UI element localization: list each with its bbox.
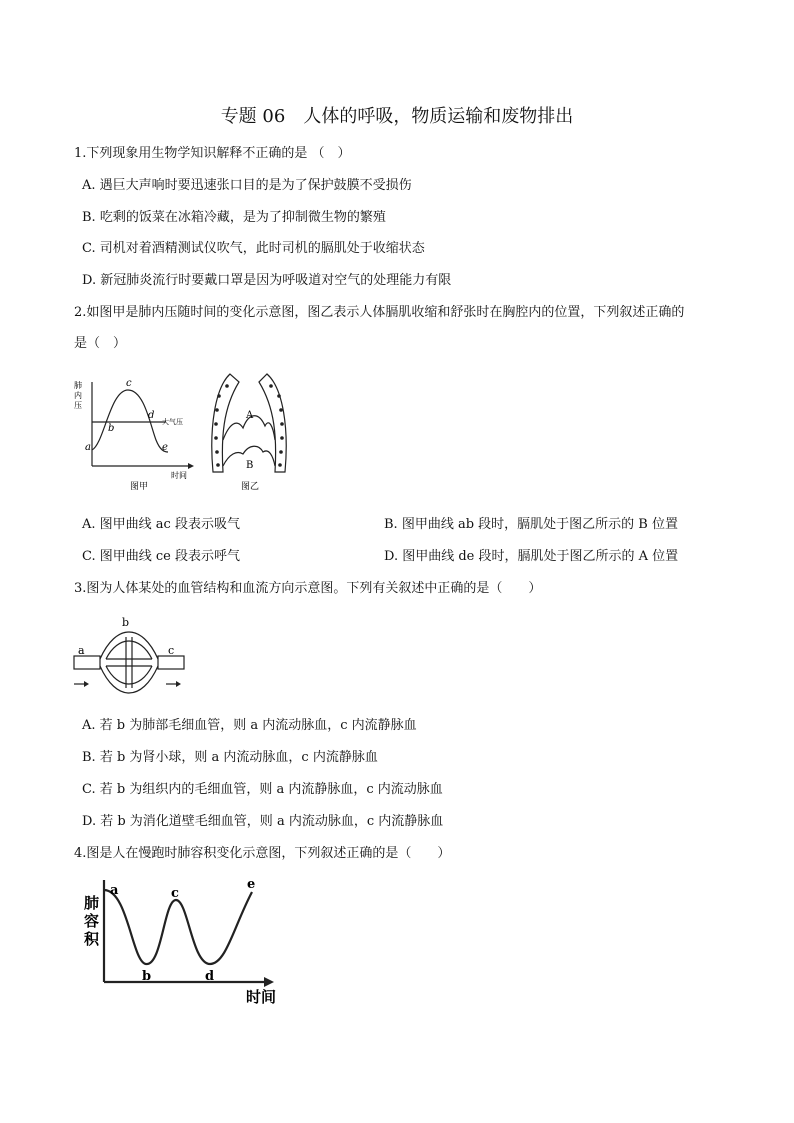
lv-x-arrow (264, 977, 274, 987)
jia-point-c: c (126, 378, 132, 389)
jia-pressure-curve (92, 390, 168, 452)
figure-blood-vessel (72, 613, 187, 693)
jia-point-d: d (148, 410, 155, 421)
q1-option-c: C. 司机对着酒精测试仪吹气，此时司机的膈肌处于收缩状态 (82, 241, 425, 256)
q2-stem-line2: 是（ ） (74, 336, 127, 351)
lv-xlabel: 时间 (246, 988, 277, 1006)
vessel-label-c: c (168, 644, 175, 657)
flow-arrow-in (84, 681, 89, 687)
q1-option-b: B. 吃剩的饭菜在冰箱冷藏，是为了抑制微生物的繁殖 (82, 210, 386, 225)
q2-option-a: A. 图甲曲线 ac 段表示吸气 (82, 517, 240, 532)
lv-ylabel-1: 肺 (84, 894, 100, 912)
jia-ylabel-1: 肺 (74, 381, 82, 390)
q3-option-a: A. 若 b 为肺部毛细血管，则 a 内流动脉血，c 内流静脉血 (82, 718, 417, 733)
jia-point-e: e (162, 442, 168, 453)
vessel-b-inner-top (106, 641, 152, 659)
q4-stem: 4.图是人在慢跑时肺容积变化示意图，下列叙述正确的是（ ） (74, 846, 451, 861)
q3-option-b: B. 若 b 为肾小球，则 a 内流动脉血，c 内流静脉血 (82, 750, 378, 765)
yi-label-a: A (246, 410, 254, 421)
yi-caption: 图乙 (241, 482, 260, 492)
q3-option-d: D. 若 b 为消化道壁毛细血管，则 a 内流动脉血，c 内流静脉血 (82, 814, 444, 829)
vessel-c (158, 656, 184, 669)
vessel-label-a: a (78, 644, 85, 657)
q2-stem-line1: 2.如图甲是肺内压随时间的变化示意图，图乙表示人体膈肌收缩和舒张时在胸腔内的位置，下列叙述正确的 (74, 305, 685, 320)
vessel-b-inner-bottom (106, 666, 152, 684)
q1-option-a: A. 遇巨大声响时要迅速张口目的是为了保护鼓膜不受损伤 (82, 178, 412, 193)
q3-stem: 3.图为人体某处的血管结构和血流方向示意图。下列有关叙述中正确的是（ ） (74, 581, 542, 596)
lv-ylabel-2: 容 (84, 912, 100, 930)
lv-point-a: a (110, 883, 119, 898)
figure-yi-diaphragm (205, 368, 295, 493)
q1-option-d: D. 新冠肺炎流行时要戴口罩是因为呼吸道对空气的处理能力有限 (82, 273, 452, 288)
lv-point-c: c (171, 886, 179, 901)
q2-option-b: B. 图甲曲线 ab 段时，膈肌处于图乙所示的 B 位置 (384, 517, 678, 532)
q1-stem: 1.下列现象用生物学知识解释不正确的是 （ ） (74, 146, 351, 161)
jia-point-b: b (108, 423, 115, 434)
lv-point-e: e (247, 877, 256, 892)
figure-lung-volume (80, 870, 290, 1010)
vessel-a (74, 656, 100, 669)
q2-option-c: C. 图甲曲线 ce 段表示呼气 (82, 549, 240, 564)
vessel-label-b: b (122, 616, 130, 629)
jia-xlabel: 时间 (171, 471, 187, 480)
lv-ylabel-3: 积 (84, 930, 100, 948)
q3-option-c: C. 若 b 为组织内的毛细血管，则 a 内流静脉血，c 内流动脉血 (82, 782, 443, 797)
page-title: 专题 06 人体的呼吸，物质运输和废物排出 (220, 106, 574, 127)
lv-point-d: d (205, 969, 215, 984)
figure-jia-lung-pressure (70, 368, 200, 493)
lv-point-b: b (142, 969, 152, 984)
jia-point-a: a (85, 442, 91, 453)
jia-ylabel-3: 压 (74, 401, 82, 410)
jia-ylabel-2: 内 (74, 391, 82, 400)
jia-x-arrow (188, 463, 194, 469)
lv-volume-curve (104, 890, 252, 964)
yi-label-b: B (246, 460, 254, 471)
q2-option-d: D. 图甲曲线 de 段时，膈肌处于图乙所示的 A 位置 (384, 549, 679, 564)
jia-atm-label: 大气压 (162, 418, 183, 426)
jia-caption: 图甲 (130, 482, 149, 492)
flow-arrow-out (176, 681, 181, 687)
